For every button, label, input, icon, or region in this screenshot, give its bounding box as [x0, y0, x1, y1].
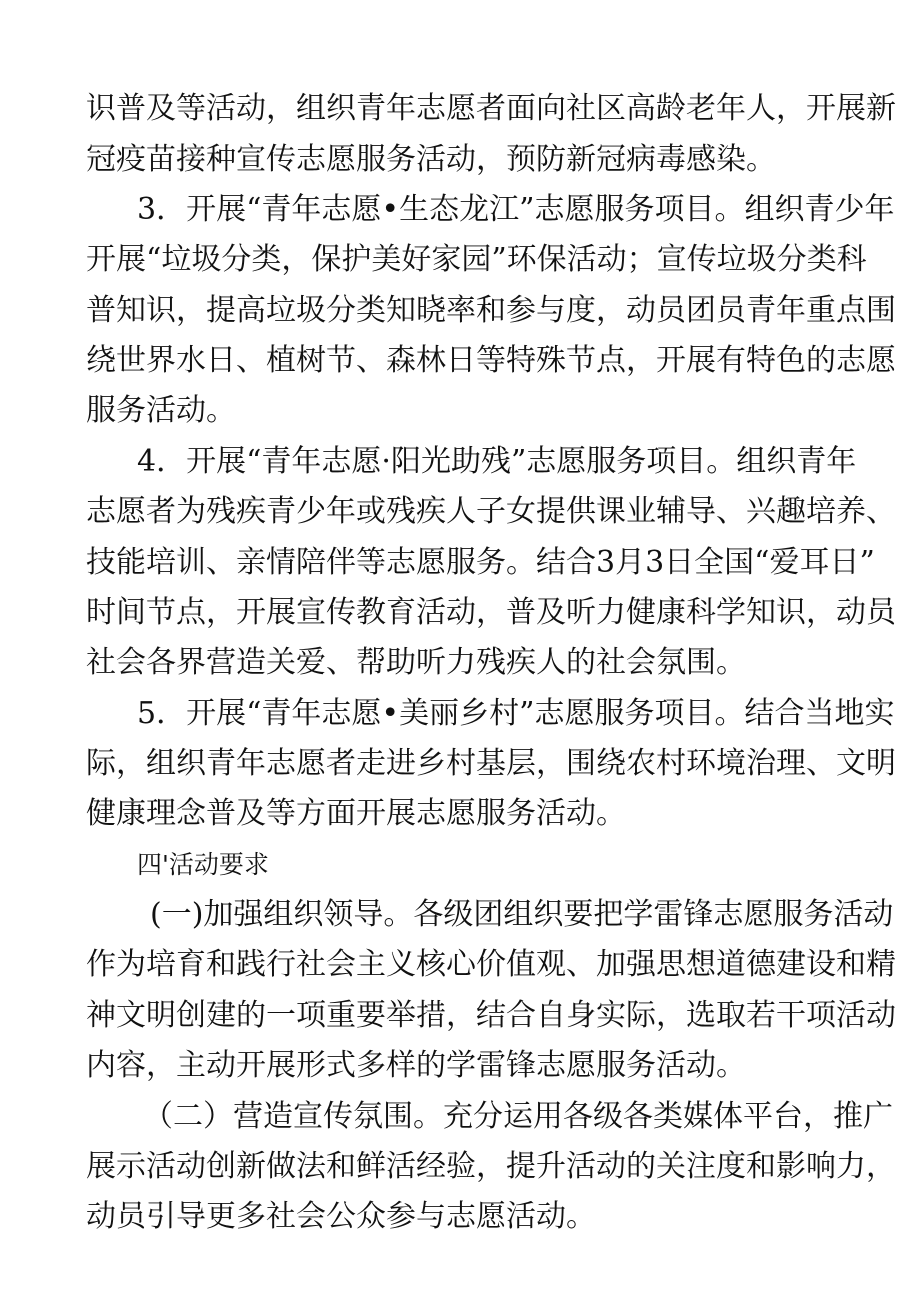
text-line-12: 社会各界营造关爱、帮助听力残疾人的社会氛围。 — [86, 645, 746, 680]
section-heading: 四'活动要求 — [137, 850, 269, 879]
text-line-14: 际，组织青年志愿者走进乡村基层，围绕农村环境治理、文明 — [86, 746, 896, 781]
text-line-6: 绕世界水日、植树节、森林日等特殊节点，开展有特色的志愿 — [86, 343, 896, 378]
text-line-5: 普知识，提高垃圾分类知晓率和参与度，动员团员青年重点围 — [86, 293, 896, 328]
text-line-1: 识普及等活动，组织青年志愿者面向社区高龄老年人，开展新 — [86, 91, 896, 126]
text-line-15: 健康理念普及等方面开展志愿服务活动。 — [86, 796, 626, 831]
text-line-8: 4．开展“青年志愿·阳光助残”志愿服务项目。组织青年 — [137, 444, 857, 479]
text-line-22: 展示活动创新做法和鲜活经验，提升活动的关注度和影响力， — [86, 1149, 896, 1184]
text-line-13: 5．开展“青年志愿•美丽乡村”志愿服务项目。结合当地实 — [137, 696, 895, 731]
text-line-21: （二）营造宣传氛围。充分运用各级各类媒体平台，推广 — [143, 1099, 893, 1134]
text-line-9: 志愿者为残疾青少年或残疾人子女提供课业辅导、兴趣培养、 — [86, 494, 896, 529]
text-line-11: 时间节点，开展宣传教育活动，普及听力健康科学知识，动员 — [86, 595, 896, 630]
text-line-20: 内容，主动开展形式多样的学雷锋志愿服务活动。 — [86, 1048, 746, 1083]
text-line-2: 冠疫苗接种宣传志愿服务活动，预防新冠病毒感染。 — [86, 142, 776, 177]
text-line-19: 神文明创建的一项重要举措，结合自身实际，选取若干项活动 — [86, 998, 896, 1033]
text-line-18: 作为培育和践行社会主义核心价值观、加强思想道德建设和精 — [86, 947, 896, 982]
text-line-7: 服务活动。 — [86, 393, 236, 428]
text-line-10: 技能培训、亲情陪伴等志愿服务。结合3月3日全国“爱耳日” — [86, 545, 875, 580]
text-line-17: (一)加强组织领导。各级团组织要把学雷锋志愿服务活动 — [150, 897, 894, 932]
text-line-3: 3．开展“青年志愿•生态龙江”志愿服务项目。组织青少年 — [137, 192, 895, 227]
text-line-4: 开展“垃圾分类，保护美好家园”环保活动；宣传垃圾分类科 — [86, 242, 867, 277]
text-line-23: 动员引导更多社会公众参与志愿活动。 — [86, 1199, 596, 1234]
